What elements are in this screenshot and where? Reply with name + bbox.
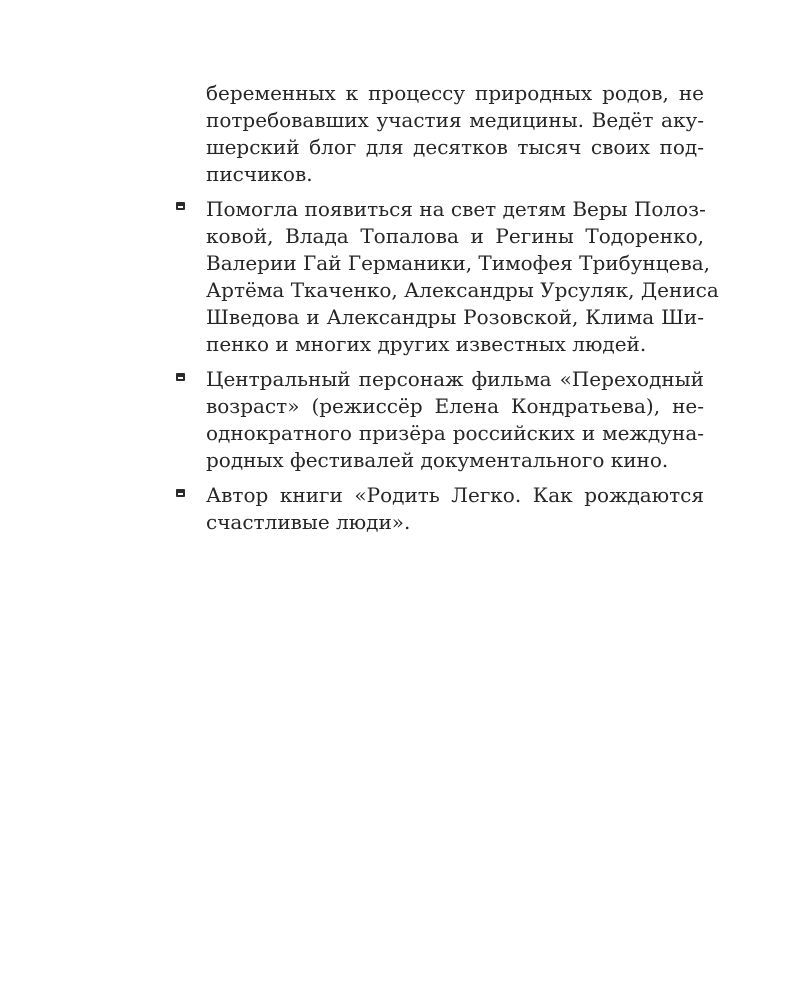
bullet-square-icon	[176, 373, 185, 381]
bullet-square-icon	[176, 202, 185, 210]
bullet-item-line: Валерии Гай Германики, Тимофея Трибунцева,	[206, 251, 710, 275]
bullet-item-line: ковой, Влада Топалова и Регины Тодоренко,	[206, 224, 704, 248]
paragraph-line: шерский блог для десятков тысяч своих под-	[206, 135, 704, 159]
bullet-item	[206, 366, 704, 474]
paragraph-line: беременных к процессу природных родов, не	[206, 81, 704, 105]
bullet-item-line: Автор книги «Родить Легко. Как рождаются	[206, 483, 704, 507]
bullet-item-line: Артёма Ткаченко, Александры Урсуляк, Дениса	[206, 278, 719, 302]
bullet-item-line: родных фестивалей документального кино.	[206, 448, 669, 472]
paragraph-line: потребовавших участия медицины. Ведёт аку-	[206, 108, 704, 132]
bullet-item-line: счастливые люди».	[206, 510, 411, 534]
paragraph-line: писчиков.	[206, 162, 313, 186]
bullet-item-line: Шведова и Александры Розовской, Клима Ши-	[206, 305, 704, 329]
bullet-item-line: Помогла появиться на свет детям Веры Полоз-	[206, 197, 706, 221]
bullet-item-line: возраст» (режиссёр Елена Кондратьева), не-	[206, 394, 704, 418]
continuation-paragraph	[206, 80, 704, 188]
bullet-item-line: однократного призёра российских и междуна-	[206, 421, 704, 445]
bullet-item	[206, 482, 704, 536]
bullet-item-line: Центральный персонаж фильма «Переходный	[206, 367, 704, 391]
bullet-square-icon	[176, 489, 185, 497]
bullet-item-line: пенко и многих других известных людей.	[206, 332, 647, 356]
bullet-item	[206, 196, 719, 358]
